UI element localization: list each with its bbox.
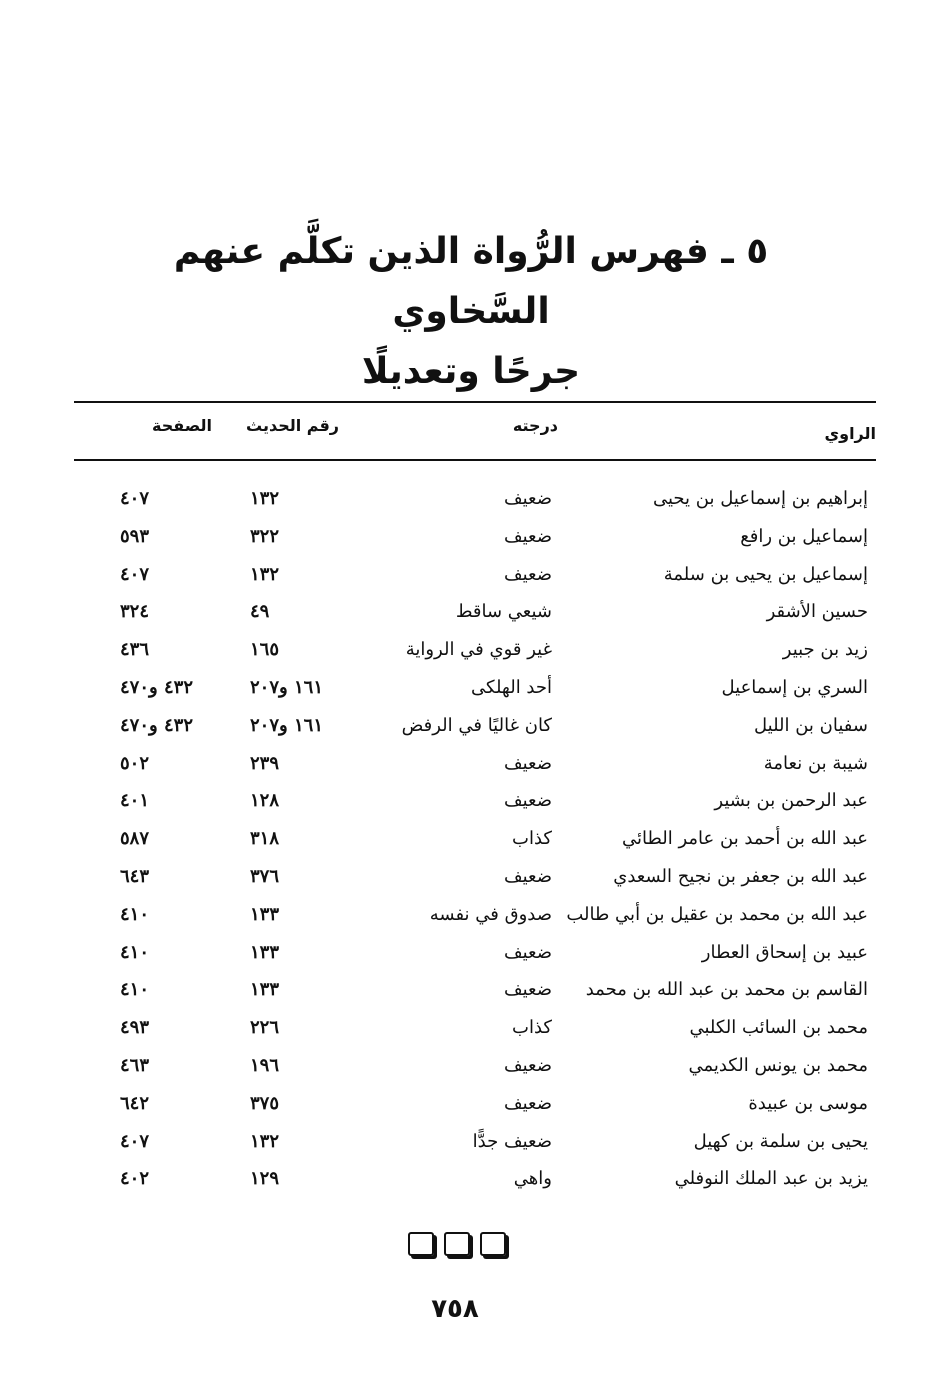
cell-rawi: يحيى بن سلمة بن كهيل	[693, 1130, 868, 1152]
cell-safha: ٤٦٣	[120, 1054, 150, 1076]
cell-safha: ٤٠٢	[120, 1168, 150, 1190]
cell-daraja: ضعيف	[503, 525, 552, 547]
cell-raqm: ٢٣٩	[250, 752, 280, 774]
table-row	[74, 1127, 876, 1165]
table-row	[74, 673, 876, 711]
table-row	[74, 635, 876, 673]
cell-rawi: إبراهيم بن إسماعيل بن يحيى	[653, 488, 868, 509]
table-row	[74, 1013, 876, 1051]
header-rawi: الراوي	[824, 424, 876, 443]
cell-daraja: كان غاليًا في الرفض	[401, 714, 552, 736]
cell-raqm: ١٢٨	[250, 790, 280, 812]
cell-daraja: كذاب	[512, 1017, 552, 1039]
table-row	[74, 824, 876, 862]
cell-daraja: غير قوي في الرواية	[405, 639, 552, 661]
table-row	[74, 1089, 876, 1127]
cell-raqm: ١٩٦	[250, 1054, 280, 1076]
ornament-square-icon	[480, 1232, 506, 1256]
cell-rawi: إسماعيل بن يحيى بن سلمة	[663, 563, 868, 585]
cell-daraja: ضعيف	[503, 488, 552, 509]
cell-raqm: ١٣٢	[250, 488, 280, 509]
table-row	[74, 862, 876, 900]
cell-daraja: ضعيف	[503, 752, 552, 774]
cell-safha: ٤٣٦	[120, 639, 150, 661]
header-daraja: درجته	[512, 416, 558, 435]
cell-daraja: ضعيف	[503, 563, 552, 585]
cell-raqm: ٣٧٦	[250, 865, 280, 887]
cell-rawi: موسى بن عبيدة	[748, 1092, 868, 1114]
cell-rawi: محمد بن يونس الكديمي	[688, 1054, 868, 1076]
table-top-rule	[74, 401, 876, 403]
cell-safha: ٥٨٧	[120, 828, 150, 850]
cell-rawi: عبد الله بن محمد بن عقيل بن أبي طالب	[566, 903, 868, 925]
cell-rawi: إسماعيل بن رافع	[740, 525, 868, 547]
cell-daraja: ضعيف	[503, 941, 552, 963]
cell-safha: ٤٠٧	[120, 563, 150, 585]
cell-safha: ٤١٠	[120, 979, 150, 1001]
cell-raqm: ٣١٨	[250, 828, 280, 850]
cell-safha: ٦٤٢	[120, 1092, 150, 1114]
cell-rawi: عبيد بن إسحاق العطار	[701, 941, 868, 963]
cell-raqm: ١٣٣	[250, 941, 280, 963]
cell-daraja: شيعي ساقط	[455, 601, 552, 623]
table-row	[74, 938, 876, 976]
page-number: ٧٥٨	[431, 1294, 479, 1324]
table-header	[74, 410, 876, 454]
cell-raqm: ١٦١ و٢٠٧	[250, 714, 323, 736]
cell-daraja: ضعيف	[503, 865, 552, 887]
table-row	[74, 786, 876, 824]
cell-rawi: يزيد بن عبد الملك النوفلي	[674, 1168, 868, 1190]
cell-rawi: السري بن إسماعيل	[721, 676, 868, 698]
cell-rawi: عبد الرحمن بن بشير	[714, 790, 868, 812]
ornament-square-icon	[444, 1232, 470, 1256]
cell-rawi: سفيان بن الليل	[754, 714, 868, 736]
section-end-ornament	[408, 1232, 528, 1258]
cell-safha: ٣٢٤	[120, 601, 150, 623]
table-row	[74, 522, 876, 560]
cell-safha: ٤٣٢ و٤٧٠	[120, 714, 193, 736]
cell-rawi: زيد بن جبير	[782, 639, 868, 661]
cell-raqm: ١٣٢	[250, 1130, 280, 1152]
cell-daraja: صدوق في نفسه	[429, 903, 552, 925]
table-row	[74, 560, 876, 598]
table-row	[74, 975, 876, 1013]
table-row	[74, 597, 876, 635]
cell-raqm: ١٣٣	[250, 979, 280, 1001]
cell-daraja: ضعيف جدًّا	[472, 1130, 552, 1152]
cell-rawi: شيبة بن نعامة	[763, 752, 868, 774]
header-safha: الصفحة	[152, 416, 213, 435]
cell-raqm: ١٦١ و٢٠٧	[250, 676, 323, 698]
table-row	[74, 711, 876, 749]
table-row	[74, 900, 876, 938]
cell-rawi: عبد الله بن أحمد بن عامر الطائي	[622, 828, 868, 850]
title-line-1: ٥ ـ فهرس الرُّواة الذين تكلَّم عنهم السَّخاوي	[173, 231, 769, 332]
cell-raqm: ٣٧٥	[250, 1092, 280, 1114]
cell-safha: ٤١٠	[120, 903, 150, 925]
header-raqm: رقم الحديث	[246, 416, 340, 435]
page-title	[100, 222, 842, 402]
cell-raqm: ٤٩	[250, 601, 270, 623]
cell-raqm: ١٢٩	[250, 1168, 280, 1190]
cell-rawi: محمد بن السائب الكلبي	[689, 1017, 868, 1039]
cell-rawi: عبد الله بن جعفر بن نجيح السعدي	[613, 865, 868, 887]
table-row	[74, 1164, 876, 1202]
cell-safha: ٤٠٧	[120, 1130, 150, 1152]
cell-safha: ٥٠٢	[120, 752, 150, 774]
cell-daraja: ضعيف	[503, 1054, 552, 1076]
cell-raqm: ٢٢٦	[250, 1017, 280, 1039]
cell-daraja: ضعيف	[503, 1092, 552, 1114]
cell-safha: ٥٩٣	[120, 525, 150, 547]
cell-rawi: حسين الأشقر	[766, 601, 868, 623]
title-line-2: جرحًا وتعديلًا	[361, 351, 581, 392]
cell-safha: ٤٠٧	[120, 488, 150, 509]
cell-safha: ٤٠١	[120, 790, 150, 812]
cell-raqm: ١٣٢	[250, 563, 280, 585]
ornament-square-icon	[408, 1232, 434, 1256]
cell-raqm: ٣٢٢	[250, 525, 280, 547]
cell-safha: ٤١٠	[120, 941, 150, 963]
cell-daraja: أحد الهلكى	[471, 676, 552, 698]
cell-daraja: واهي	[513, 1168, 552, 1190]
cell-safha: ٦٤٣	[120, 865, 150, 887]
cell-daraja: ضعيف	[503, 979, 552, 1001]
table-body	[74, 484, 876, 1202]
table-header-rule	[74, 459, 876, 461]
cell-raqm: ١٦٥	[250, 639, 280, 661]
table-row	[74, 749, 876, 787]
cell-safha: ٤٣٢ و٤٧٠	[120, 676, 193, 698]
table-row	[74, 484, 876, 522]
table-row	[74, 1051, 876, 1089]
cell-daraja: كذاب	[512, 828, 552, 850]
cell-daraja: ضعيف	[503, 790, 552, 812]
cell-safha: ٤٩٣	[120, 1017, 150, 1039]
cell-rawi: القاسم بن محمد بن عبد الله بن محمد	[585, 979, 868, 1001]
cell-raqm: ١٣٣	[250, 903, 280, 925]
